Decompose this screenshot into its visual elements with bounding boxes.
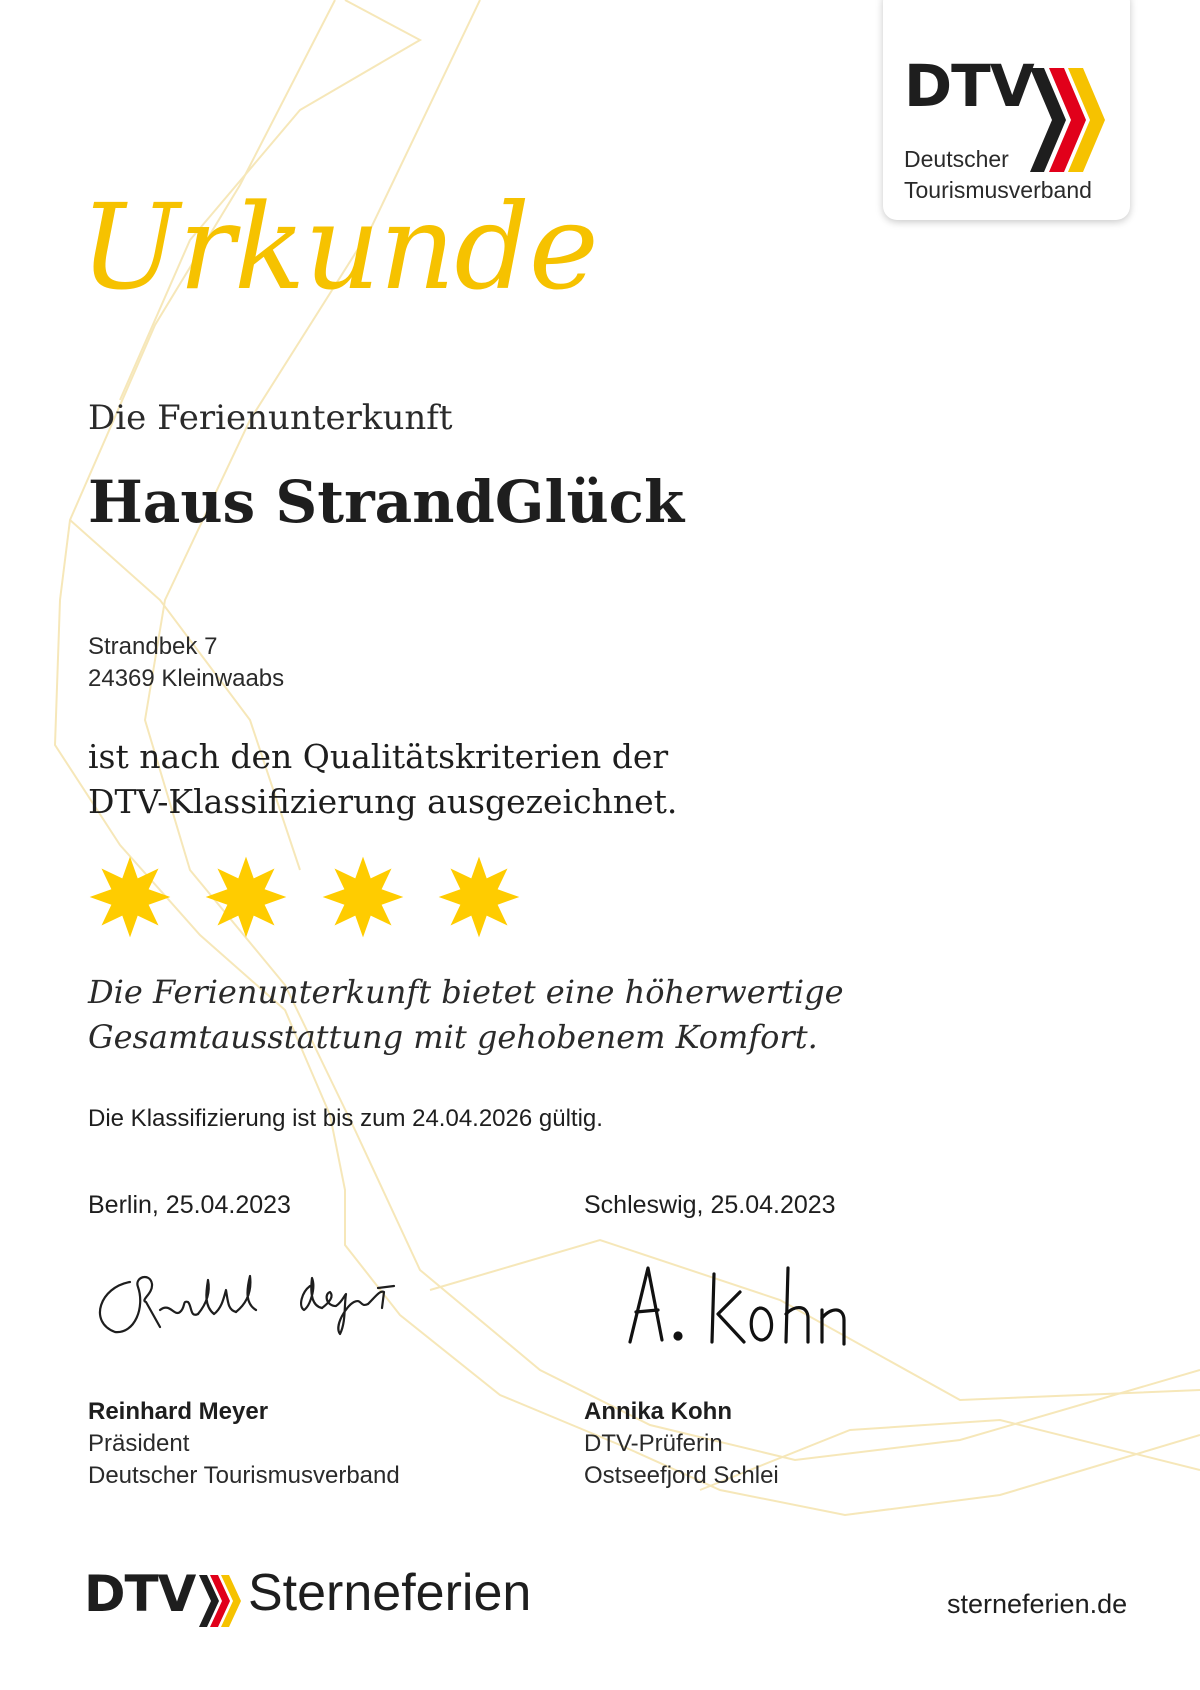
place-date-right: Schleswig, 25.04.2023 xyxy=(584,1191,836,1219)
signatory-name-left: Reinhard Meyer xyxy=(88,1398,269,1425)
logo-text-line1: Deutscher xyxy=(904,146,1009,172)
place-date-left: Berlin, 25.04.2023 xyxy=(88,1191,291,1219)
dtv-chevrons-icon xyxy=(1026,66,1108,174)
address-city: 24369 Kleinwaabs xyxy=(88,665,285,692)
star-icon xyxy=(88,855,172,939)
intro-text: Die Ferienunterkunft xyxy=(88,398,453,438)
star-rating xyxy=(88,855,549,944)
signature-annika-kohn xyxy=(626,1262,876,1348)
description-line1: Die Ferienunterkunft bietet eine höherwertige xyxy=(88,973,844,1011)
certificate-title: Urkunde xyxy=(80,178,598,316)
statement-line2: DTV-Klassifizierung ausgezeichnet. xyxy=(88,782,678,821)
signatory-role-right: DTV-Prüferin xyxy=(584,1430,723,1457)
star-icon xyxy=(204,855,288,939)
footer-abbreviation: DTV xyxy=(84,1565,196,1623)
validity-text: Die Klassifizierung ist bis zum 24.04.2026 gültig. xyxy=(88,1105,603,1132)
dtv-chevrons-icon xyxy=(197,1574,245,1628)
footer-brand: Sterneferien xyxy=(248,1564,532,1622)
description-line2: Gesamtausstattung mit gehobenem Komfort. xyxy=(88,1018,818,1056)
statement-line1: ist nach den Qualitätskriterien der xyxy=(88,737,669,776)
logo-abbreviation: DTV xyxy=(904,52,1034,120)
signatory-org-right: Ostseefjord Schlei xyxy=(584,1462,779,1489)
property-name: Haus StrandGlück xyxy=(88,468,685,536)
signatory-name-right: Annika Kohn xyxy=(584,1398,732,1425)
footer-url[interactable]: sterneferien.de xyxy=(947,1589,1128,1619)
signatory-role-left: Präsident xyxy=(88,1430,190,1457)
signature-reinhard-meyer xyxy=(90,1262,420,1342)
address-street: Strandbek 7 xyxy=(88,633,218,660)
signatory-org-left: Deutscher Tourismusverband xyxy=(88,1462,400,1489)
star-icon xyxy=(321,855,405,939)
star-icon xyxy=(437,855,521,939)
logo-text-line2: Tourismusverband xyxy=(904,177,1092,203)
